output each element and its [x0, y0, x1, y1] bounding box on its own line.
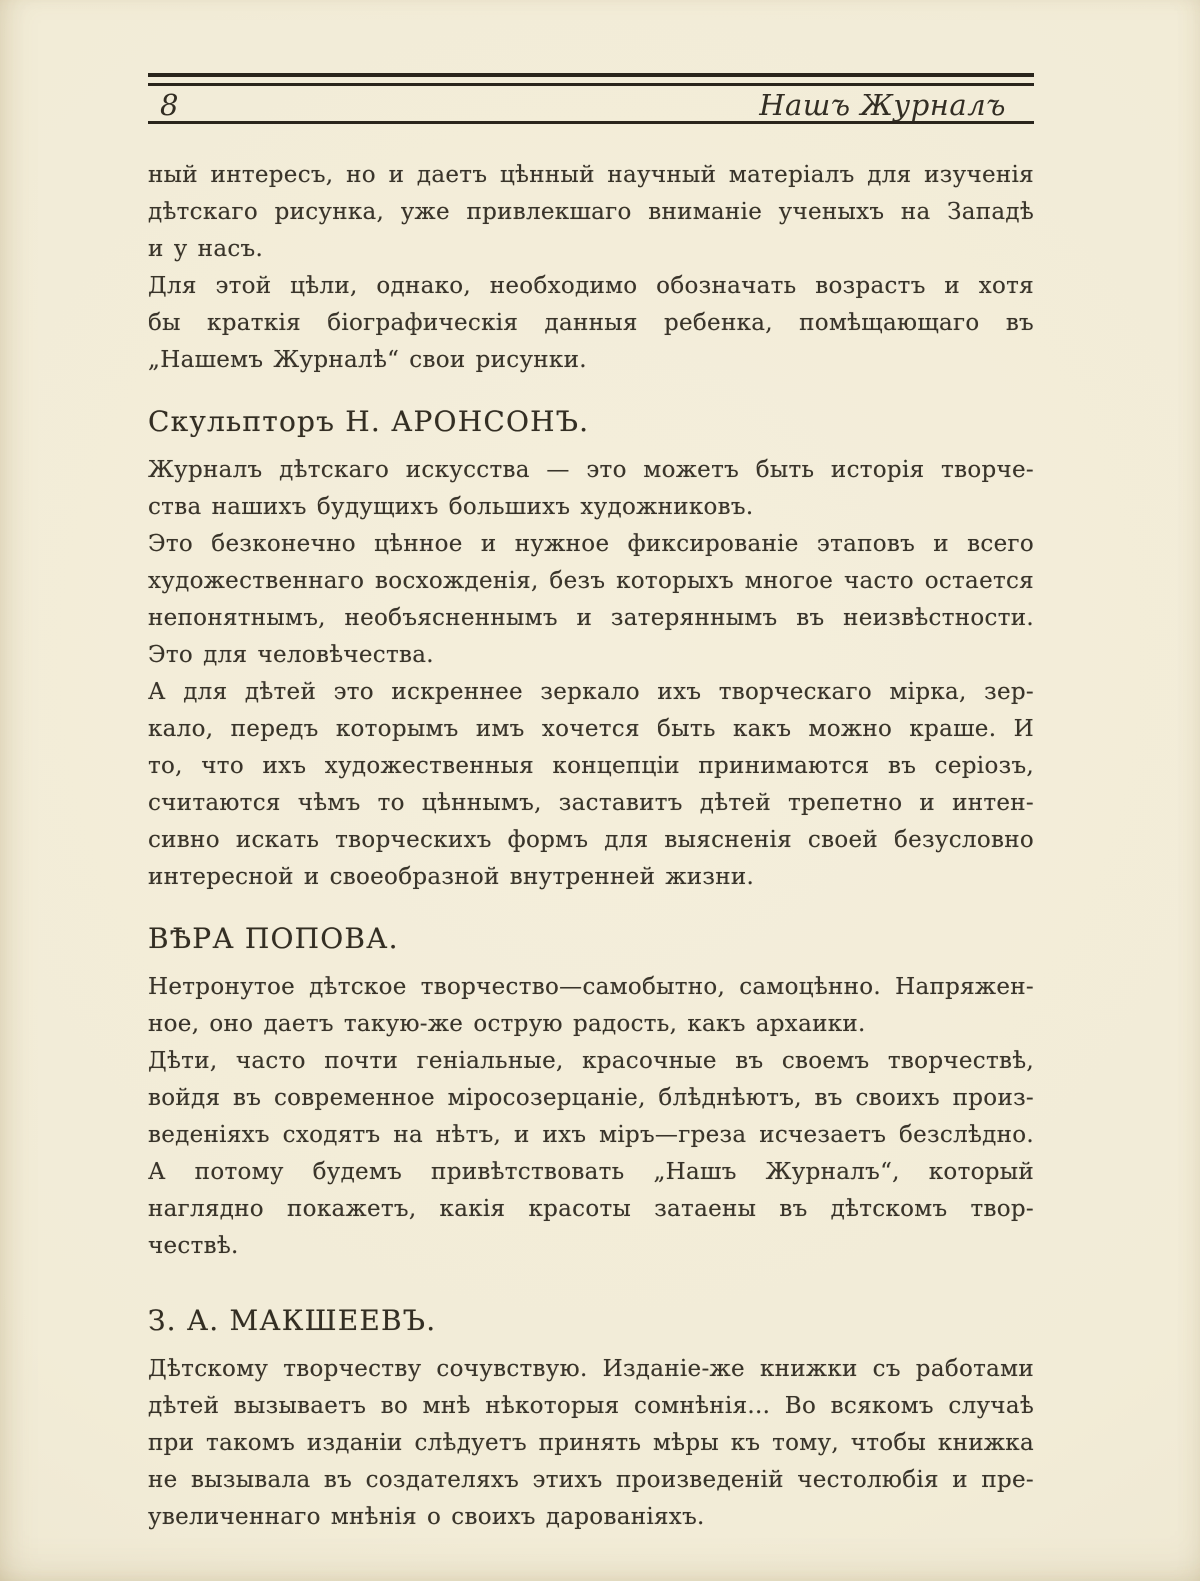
text-line: то, что ихъ художественныя концепціи принимаются въ серіозъ,: [148, 753, 1034, 779]
journal-title: Нашъ Журналъ: [759, 88, 1006, 122]
text-line: непонятнымъ, необъясненнымъ и затеряннымъ въ неизвѣстности.: [148, 605, 1034, 631]
page-content: [148, 0, 1034, 1536]
paragraph: [148, 1154, 1034, 1265]
section-heading-aronson: Скульпторъ Н. АРОНСОНЪ.: [148, 405, 590, 438]
text-line: бы краткія біографическія данныя ребенка, помѣщающаго въ: [148, 310, 1034, 336]
text-line: Это безконечно цѣнное и нужное фиксированіе этаповъ и всего: [148, 531, 1034, 557]
text-line: наглядно покажетъ, какія красоты затаены въ дѣтскомъ твор-: [148, 1196, 1034, 1222]
text-line: А для дѣтей это искреннее зеркало ихъ творческаго мірка, зер-: [148, 679, 1034, 705]
text-line: считаются чѣмъ то цѣннымъ, заставитъ дѣтей трепетно и интен-: [148, 790, 1034, 816]
text-line: „Нашемъ Журналѣ“ свои рисунки.: [148, 347, 587, 373]
text-line: дѣтскаго рисунка, уже привлекшаго вниманіе ученыхъ на Западѣ: [148, 199, 1034, 225]
text-line: дѣтей вызываетъ во мнѣ нѣкоторыя сомнѣнія... Во всякомъ случаѣ: [148, 1393, 1034, 1419]
page-number: 8: [160, 88, 179, 122]
text-line: Это для человѣчества.: [148, 642, 434, 668]
text-line: не вызывала въ создателяхъ этихъ произведеній честолюбія и пре-: [148, 1467, 1034, 1493]
paragraph: [148, 674, 1034, 896]
paragraph: [148, 637, 1034, 674]
article-body: [148, 157, 1034, 1536]
header-rule-thick: [148, 73, 1034, 77]
text-line: чествѣ.: [148, 1233, 239, 1259]
text-line: художественнаго восхожденія, безъ которыхъ многое часто остается: [148, 568, 1034, 594]
running-header: [148, 86, 1034, 121]
paragraph: [148, 526, 1034, 637]
paragraph: [148, 268, 1034, 379]
paragraph: [148, 1351, 1034, 1536]
text-line: войдя въ современное міросозерцаніе, блѣднѣютъ, въ своихъ произ-: [148, 1085, 1034, 1111]
text-line: и у насъ.: [148, 236, 264, 262]
text-line: Дѣти, часто почти геніальные, красочные въ своемъ творчествѣ,: [148, 1048, 1034, 1074]
section-heading-maksheev: З. А. МАКШЕЕВЪ.: [148, 1304, 437, 1337]
text-line: ное, оно даетъ такую-же острую радость, какъ архаики.: [148, 1011, 866, 1037]
text-line: ства нашихъ будущихъ большихъ художниковъ.: [148, 494, 754, 520]
text-line: увеличеннаго мнѣнія о своихъ дарованіяхъ.: [148, 1504, 705, 1530]
paragraph: [148, 157, 1034, 268]
section-heading-popova: ВѢРА ПОПОВА.: [148, 922, 399, 955]
text-line: при такомъ изданіи слѣдуетъ принять мѣры къ тому, чтобы книжка: [148, 1430, 1034, 1456]
text-line: веденіяхъ сходятъ на нѣтъ, и ихъ міръ—греза исчезаетъ безслѣдно.: [148, 1122, 1034, 1148]
text-line: Дѣтскому творчеству сочувствую. Изданіе-же книжки съ работами: [148, 1356, 1034, 1382]
paragraph: [148, 969, 1034, 1043]
paragraph: [148, 1043, 1034, 1154]
text-line: ный интересъ, но и даетъ цѣнный научный матеріалъ для изученія: [148, 162, 1034, 188]
paragraph: [148, 452, 1034, 526]
text-line: Для этой цѣли, однако, необходимо обозначать возрастъ и хотя: [148, 273, 1034, 299]
text-line: сивно искать творческихъ формъ для выясненія своей безусловно: [148, 827, 1034, 853]
text-line: А потому будемъ привѣтствовать „Нашъ Журналъ“, который: [148, 1159, 1034, 1185]
text-line: Журналъ дѣтскаго искусства — это можетъ быть исторія творче-: [148, 457, 1034, 483]
text-line: Нетронутое дѣтское творчество—самобытно, самоцѣнно. Напряжен-: [148, 974, 1034, 1000]
text-line: интересной и своеобразной внутренней жизни.: [148, 864, 755, 890]
text-line: кало, передъ которымъ имъ хочется быть какъ можно краше. И: [148, 716, 1034, 742]
